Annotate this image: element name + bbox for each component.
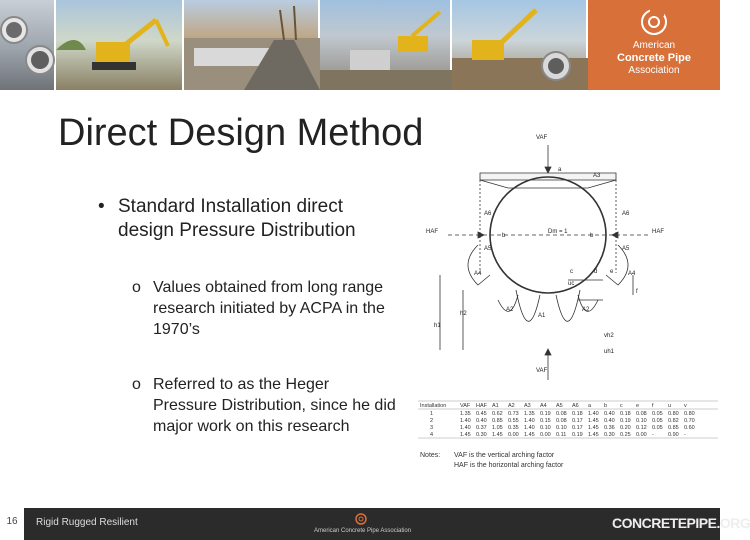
label-A5-left: A5 xyxy=(484,246,492,252)
table-cell: 0.55 xyxy=(508,418,519,424)
table-cell: 0.00 xyxy=(540,432,551,438)
label-A4-left: A4 xyxy=(474,271,482,277)
acpa-logo-mark xyxy=(588,0,720,40)
table-cell: 0.19 xyxy=(540,411,551,417)
table-cell: 0.05 xyxy=(652,418,663,424)
label-vaf-bottom: VAF xyxy=(536,368,548,374)
label-d: d xyxy=(594,269,598,275)
heger-diagram xyxy=(418,125,718,475)
table-cell: 1.40 xyxy=(524,418,535,424)
table-cell: 0.40 xyxy=(476,418,487,424)
photo-digger xyxy=(452,0,588,90)
table-cell: 0.12 xyxy=(636,425,647,431)
footer-tagline: Rigid Rugged Resilient xyxy=(36,517,138,528)
table-cell: 0.08 xyxy=(556,418,567,424)
bullet-dot-icon: • xyxy=(98,196,105,217)
table-cell: 0.19 xyxy=(620,418,631,424)
table-cell: 0.20 xyxy=(620,425,631,431)
digger-image xyxy=(452,0,588,90)
table-cell: - xyxy=(684,432,686,438)
label-b-left: b xyxy=(502,233,506,239)
table-cell: 1.35 xyxy=(524,411,535,417)
slide-title: Direct Design Method xyxy=(58,112,424,154)
logo-line-association: Association xyxy=(628,65,680,76)
note-vaf: VAF is the vertical arching factor xyxy=(454,452,555,459)
table-header-cell: b xyxy=(604,403,608,409)
table-cell: 0.40 xyxy=(604,411,615,417)
table-cell: 1.40 xyxy=(460,425,471,431)
table-header-cell: a xyxy=(588,403,592,409)
table-header-cell: HAF xyxy=(476,403,487,409)
table-cell: 3 xyxy=(430,425,434,431)
table-cell: 1.45 xyxy=(588,432,599,438)
table-cell: 0.10 xyxy=(636,418,647,424)
table-cell: 0.18 xyxy=(572,411,583,417)
table-cell: 0.62 xyxy=(492,411,503,417)
label-dm: Dm = 1 xyxy=(548,229,568,235)
construction-image xyxy=(320,0,452,90)
photo-construction xyxy=(320,0,452,90)
note-haf: HAF is the horizontal arching factor xyxy=(454,462,564,469)
slide-number: 16 xyxy=(0,508,24,540)
table-cell: 0.08 xyxy=(556,411,567,417)
table-body xyxy=(430,411,695,438)
arching-table xyxy=(418,401,718,438)
table-cell: 1.45 xyxy=(588,425,599,431)
table-header-cell: f xyxy=(652,403,654,409)
sub-bullet-1-text: Values obtained from long range research initiated by ACPA in the 1970’s xyxy=(153,279,385,338)
table-cell: 1.40 xyxy=(588,411,599,417)
label-vaf-top: VAF xyxy=(536,135,548,141)
table-cell: 1.05 xyxy=(492,425,503,431)
label-c: c xyxy=(570,269,573,275)
table-cell: 0.25 xyxy=(620,432,631,438)
table-cell: 0.17 xyxy=(572,425,583,431)
table-row xyxy=(430,432,686,438)
table-cell: 0.17 xyxy=(572,418,583,424)
table-cell: 0.36 xyxy=(604,425,615,431)
table-header-cell: e xyxy=(636,403,640,409)
sub-bullet-circle-icon: o xyxy=(132,279,141,296)
footer-association: American Concrete Pipe Association xyxy=(314,528,412,534)
table-cell: 0.60 xyxy=(684,425,695,431)
table-cell: 0.10 xyxy=(556,425,567,431)
road-image xyxy=(184,0,320,90)
table-cell: 0.15 xyxy=(540,418,551,424)
photo-pipes xyxy=(0,0,56,90)
table-cell: 1.45 xyxy=(588,418,599,424)
label-haf-right: HAF xyxy=(652,229,664,235)
table-header-cell: A1 xyxy=(492,403,499,409)
label-e: e xyxy=(610,269,614,275)
label-haf-left: HAF xyxy=(426,229,438,235)
table-cell: 1.45 xyxy=(492,432,503,438)
table-cell: 0.08 xyxy=(636,411,647,417)
table-header-cell: A3 xyxy=(524,403,531,409)
table-header-cell: A2 xyxy=(508,403,515,409)
label-A2-left: A2 xyxy=(506,307,514,313)
table-cell: - xyxy=(652,432,654,438)
table-cell: 0.70 xyxy=(684,418,695,424)
table-cell: 0.37 xyxy=(476,425,487,431)
table-header-cell: VAF xyxy=(460,403,471,409)
label-b-right: b xyxy=(590,233,594,239)
table-cell: 4 xyxy=(430,432,434,438)
label-A1: A1 xyxy=(538,313,546,319)
table-cell: 0.73 xyxy=(508,411,519,417)
label-h2: h2 xyxy=(460,311,467,317)
table-cell: 0.10 xyxy=(540,425,551,431)
table-cell: 0.90 xyxy=(668,432,679,438)
label-A3: A3 xyxy=(593,173,601,179)
footer xyxy=(0,508,750,540)
table-cell: 0.80 xyxy=(684,411,695,417)
table-cell: 1.40 xyxy=(524,425,535,431)
table-header-cell: v xyxy=(684,403,687,409)
pipes-image xyxy=(0,0,56,90)
table-cell: 0.30 xyxy=(604,432,615,438)
table-row xyxy=(430,425,695,431)
sub-bullet-2 xyxy=(132,374,397,437)
table-cell: 0.00 xyxy=(636,432,647,438)
photo-excavator xyxy=(56,0,184,90)
table-header-cell: Installation xyxy=(420,403,447,409)
bullet-main xyxy=(98,195,398,243)
table-cell: 1.45 xyxy=(524,432,535,438)
table-cell: 0.82 xyxy=(668,418,679,424)
label-h1: h1 xyxy=(434,323,441,329)
table-row xyxy=(430,418,695,424)
table-header-cell: A4 xyxy=(540,403,547,409)
label-vh2: vh2 xyxy=(604,333,614,339)
label-A6-right: A6 xyxy=(622,211,630,217)
footer-logo-icon xyxy=(354,512,368,526)
table-header-cell: A6 xyxy=(572,403,579,409)
table-cell: 0.30 xyxy=(476,432,487,438)
label-A2-right: A2 xyxy=(582,307,590,313)
label-A5-right: A5 xyxy=(622,246,630,252)
table-cell: 1 xyxy=(430,411,434,417)
photo-road xyxy=(184,0,320,90)
table-cell: 0.40 xyxy=(604,418,615,424)
table-cell: 0.00 xyxy=(508,432,519,438)
table-cell: 0.18 xyxy=(620,411,631,417)
table-cell: 0.80 xyxy=(668,411,679,417)
footer-url[interactable]: CONCRETEPIPE.ORG xyxy=(612,515,750,531)
table-cell: 0.85 xyxy=(668,425,679,431)
label-A4-right: A4 xyxy=(628,271,636,277)
table-cell: 2 xyxy=(430,418,434,424)
sub-bullet-circle-icon: o xyxy=(132,376,141,393)
table-header xyxy=(420,403,687,409)
sub-bullet-1 xyxy=(132,277,397,340)
bullet-main-text: Standard Installation direct design Pressure Distribution xyxy=(118,196,356,241)
excavator-image xyxy=(56,0,184,90)
label-uh1: uh1 xyxy=(604,349,615,355)
table-cell: 0.85 xyxy=(492,418,503,424)
table-cell: 0.19 xyxy=(572,432,583,438)
sub-bullet-2-text: Referred to as the Heger Pressure Distribution, since he did major work on this research xyxy=(153,376,396,435)
table-cell: 0.35 xyxy=(508,425,519,431)
table-cell: 1.40 xyxy=(460,418,471,424)
table-cell: 0.05 xyxy=(652,411,663,417)
label-uc: uc xyxy=(568,281,575,287)
table-cell: 0.11 xyxy=(556,432,567,438)
table-header-cell: A5 xyxy=(556,403,563,409)
table-header-cell: c xyxy=(620,403,623,409)
label-a: a xyxy=(558,167,562,173)
table-row xyxy=(430,411,695,417)
logo-line-american: American xyxy=(632,40,676,51)
label-A6-left: A6 xyxy=(484,211,492,217)
table-cell: 0.05 xyxy=(652,425,663,431)
table-cell: 1.35 xyxy=(460,411,471,417)
notes-label: Notes: xyxy=(420,452,441,459)
acpa-logo xyxy=(588,0,720,90)
label-f: f xyxy=(636,289,638,295)
heger-figure xyxy=(418,125,718,475)
table-header-cell: u xyxy=(668,403,672,409)
table-cell: 0.45 xyxy=(476,411,487,417)
logo-line-concrete-pipe: Concrete Pipe xyxy=(617,52,691,64)
table-cell: 1.45 xyxy=(460,432,471,438)
